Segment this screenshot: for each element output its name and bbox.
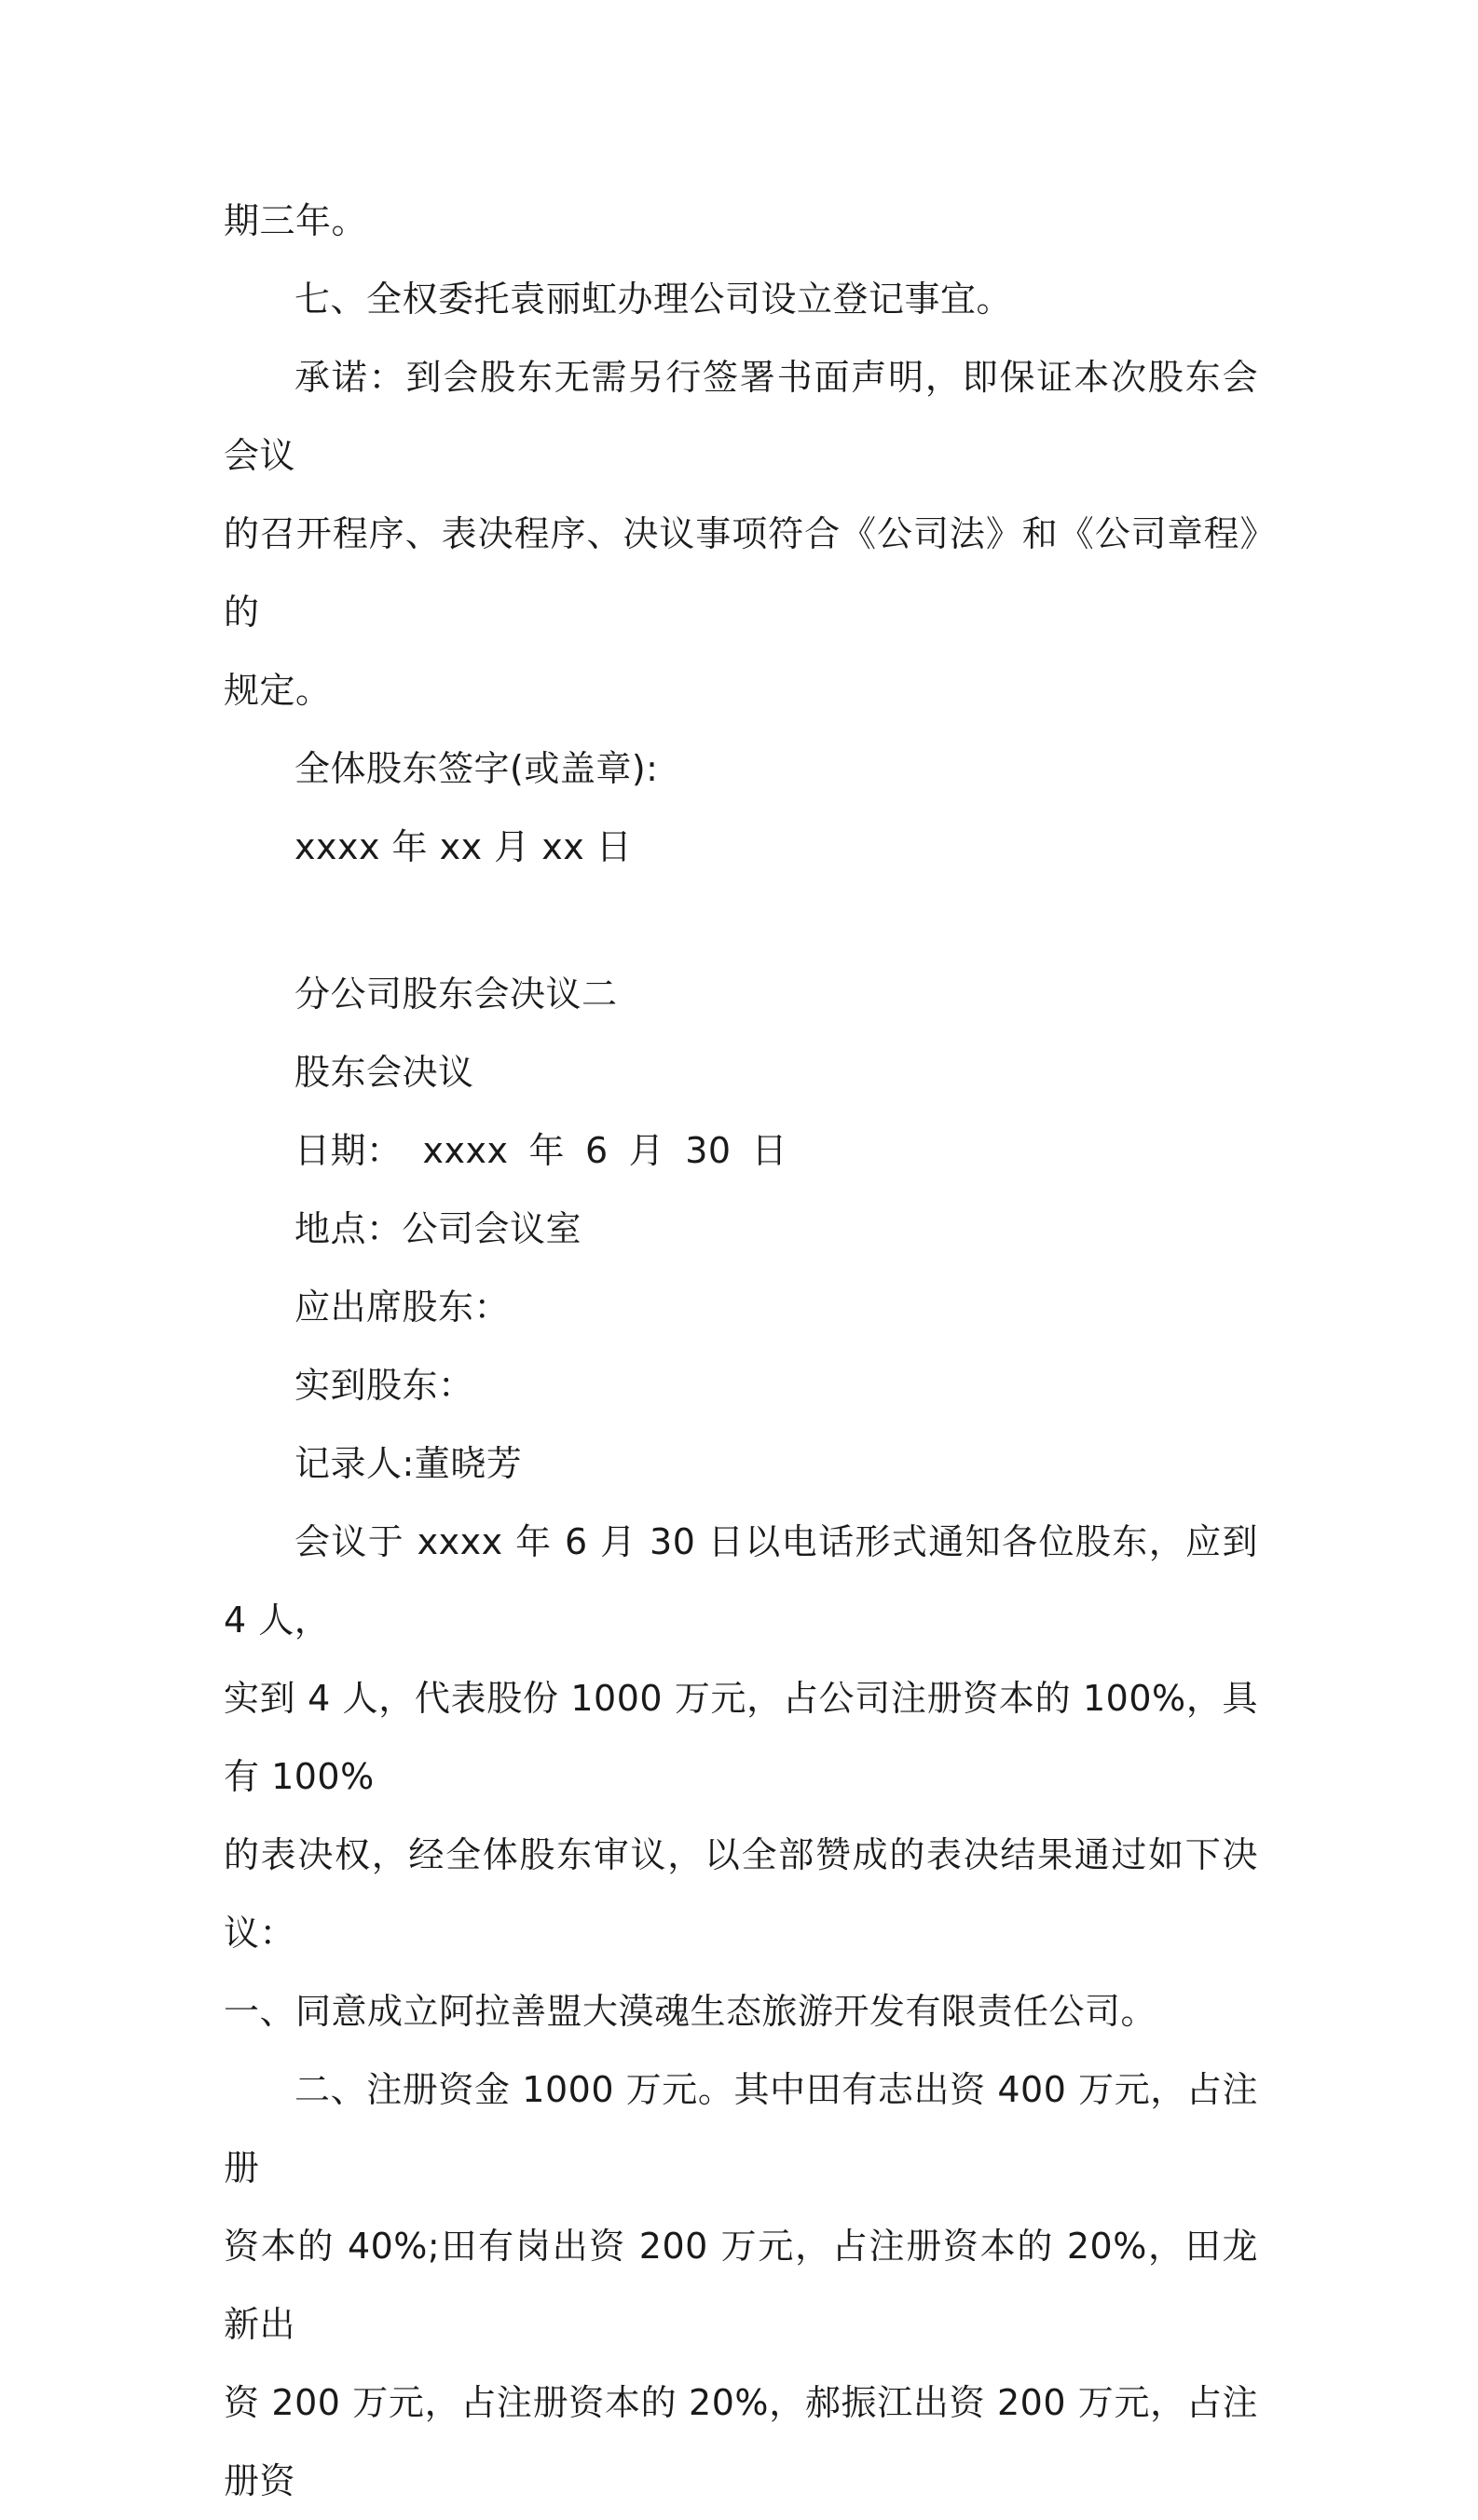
- section-title: 分公司股东会决议二: [294, 974, 618, 1015]
- recorder: 记录人:董晓芳: [294, 1443, 523, 1484]
- paragraph-resolution-two: [224, 2050, 1258, 2520]
- summary-line-2: 实到 4 人，代表股份 1000 万元，占公司注册资本的 100%，具有 100%: [224, 1678, 1258, 1797]
- date-day: 30: [685, 1130, 732, 1171]
- signature-line: 全体股东签字(或盖章):: [294, 748, 659, 789]
- summary-line-3: 的表决权，经全体股东审议，以全部赞成的表决结果通过如下决议：: [224, 1834, 1258, 1954]
- paragraph-item-seven: 七、全权委托袁丽虹办理公司设立登记事宜。: [294, 279, 1013, 320]
- resolution-two-line-3: 资 200 万元，占注册资本的 20%，郝振江出资 200 万元，占注册资: [224, 2382, 1258, 2501]
- commitment-line-2: 的召开程序、表决程序、决议事项符合《公司法》和《公司章程》的: [224, 513, 1258, 633]
- paragraph-commitment: [224, 338, 1258, 729]
- summary-line-1: 会议于 xxxx 年 6 月 30 日以电话形式通知各位股东，应到 4 人，: [224, 1521, 1258, 1641]
- date-yue: 月: [628, 1130, 665, 1171]
- paragraph-resolution-one: 一、同意成立阿拉善盟大漠魂生态旅游开发有限责任公司。: [224, 1991, 1157, 2032]
- date-year: xxxx: [422, 1130, 509, 1171]
- resolution-two-line-1: 二、注册资金 1000 万元。其中田有志出资 400 万元，占注册: [224, 2069, 1258, 2188]
- date-nian: 年: [528, 1130, 565, 1171]
- resolution-two-line-2: 资本的 40%;田有岗出资 200 万元，占注册资本的 20%，田龙新出: [224, 2226, 1258, 2345]
- document-page: [224, 182, 1258, 2520]
- paragraph-term-end: 期三年。: [224, 200, 368, 241]
- commitment-line-3: 规定。: [224, 670, 332, 711]
- signature-date: xxxx 年 xx 月 xx 日: [294, 826, 633, 867]
- commitment-line-1: 承诺：到会股东无需另行签署书面声明，即保证本次股东会会议: [224, 357, 1258, 476]
- attending-shareholders: 实到股东：: [294, 1365, 474, 1406]
- section-gap: [224, 886, 1258, 955]
- expected-shareholders: 应出席股东：: [294, 1287, 511, 1328]
- resolution-heading: 股东会决议: [294, 1052, 474, 1093]
- paragraph-meeting-summary: [224, 1503, 1258, 1972]
- meeting-date: [224, 1111, 1258, 1190]
- meeting-location: 地点：公司会议室: [294, 1208, 582, 1249]
- date-label: 日期：: [294, 1130, 403, 1171]
- date-month: 6: [584, 1130, 609, 1171]
- date-ri: 日: [751, 1130, 788, 1171]
